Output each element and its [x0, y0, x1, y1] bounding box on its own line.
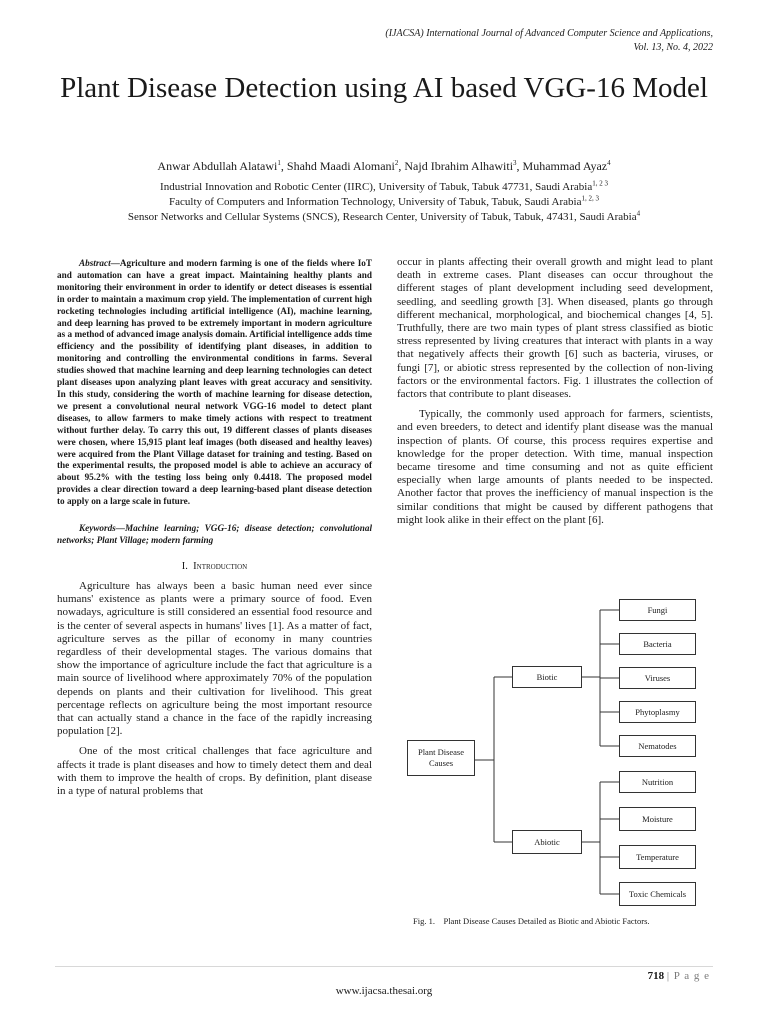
body-paragraph: Agriculture has always been a basic human need ever since humans' existence as plants were a primary source of food. Even nowadays, agriculture is still considered an essential food resource and is the center of several aspects in humans' lives [1]. As a matter of fact, agriculture serves as the pillar of economy in many countries regardless of their developmental stages. The various domains that show the importance of agriculture include the fact that agriculture is a main source of livelihood where approximately 70% of the population depends on plants and their cultivation for livelihood. This great percentage reflects on agriculture being the most important resource that can actually stand a chance in the face of the rapidly increasing population [2]. — [57, 580, 372, 738]
author: Najd Ibrahim Alhawiti$^3$, — [404, 159, 523, 173]
node-abiotic: Abiotic — [512, 830, 582, 854]
page-number: 718 | P a g e — [647, 970, 710, 982]
node-abiotic-child: Nutrition — [619, 771, 696, 793]
affiliation: Faculty of Computers and Information Technology, University of Tabuk, Tabuk, Saudi Arabia$^{1, 2, 3}$ — [169, 194, 599, 208]
body-paragraph: occur in plants affecting their overall growth and might lead to plant death in extreme cases. Plant diseases can occur throughout the different stages of plant development including seed development, seedling, and seedling growth [3]. When diseased, plants go through different mechanical, morphological, and biochemical changes [4, 5]. Truthfully, there are two main types of plant stress classified as biotic stress represented by living creatures that interact with plants in a way that negatively affects their growth [6] such as bacteria, viruses, or fungi [7], or abiotic stress represented by the collection of non-living factors or the environmental factors. Fig. 1 illustrates the collection of factors that contribute to plant diseases. — [397, 256, 713, 401]
node-abiotic-child: Temperature — [619, 845, 696, 869]
author-list — [40, 158, 728, 174]
author: Shahd Maadi Alomani$^2$, — [286, 159, 405, 173]
paper-title: Plant Disease Detection using AI based VGG-16 Model — [60, 72, 708, 104]
abstract-label: Abstract — [79, 258, 111, 268]
left-column — [57, 258, 372, 798]
abstract-text: —Agriculture and modern farming is one of the fields where IoT and automation can have a great impact. Maintaining healthy plants and monitoring their environment in order to identify or detect diseases is essential in order to maintain a maximum crop yield. The implementation of current high rocketing technologies including artificial intelligence (AI), machine learning, and deep learning has proved to be extremely important in modern agriculture as a method of advanced image analysis domain. Artificial intelligence adds time efficiency and the possibility of identifying plant diseases, in addition to monitoring and controlling the environmental conditions in farms. Several studies showed that machine learning and deep learning technologies can detect plant diseases upon analyzing plant leaves with great accuracy and sensitivity. In this study, considering the worth of machine learning for disease detection, we present a convolutional neural network VGG-16 model to detect plant diseases, to allow farmers to make timely actions with respect to treatment without further delay. To carry this out, 19 different classes of plants diseases were chosen, where 15,915 plant leaf images (both diseased and healthy leaves) were acquired from the Plant Village dataset for training and testing. Based on the experimental results, the proposed model is able to achieve an accuracy of about 95.2% with the testing loss being only 0.4418. The proposed model provides a clear direction toward a deep learning-based plant disease detection to apply on a large scale in future. — [57, 258, 372, 507]
keywords: Keywords—Machine learning; VGG-16; disease detection; convolutional networks; Plant Village; modern farming — [57, 523, 372, 546]
node-biotic-child: Nematodes — [619, 735, 696, 757]
body-paragraph: One of the most critical challenges that face agriculture and affects it trade is plant diseases and how to timely detect them and deal with them to improve the health of crops. By definition, plant disease in a type of natural problems that — [57, 745, 372, 798]
author: Muhammad Ayaz$^4$ — [522, 159, 611, 173]
affiliation: Sensor Networks and Cellular Systems (SNCS), Research Center, University of Tabuk, Tabuk, 47431, Saudi Arabia$^4$ — [127, 209, 641, 223]
journal-website: www.ijacsa.thesai.org — [335, 985, 433, 997]
right-column — [397, 256, 713, 527]
journal-volume: Vol. 13, No. 4, 2022 — [633, 42, 713, 53]
abstract — [57, 258, 372, 508]
body-paragraph: Typically, the commonly used approach for farmers, scientists, and even breeders, to detect and identify plant disease was the manual inspection of plants. Of course, this process requires expertise and knowledge for the proper detection. With time, manual inspection became tiresome and time consuming and not as quite efficient especially when large amounts of plants needed to be inspected. Another factor that proves the inefficiency of manual inspection is the similar conditions that might be caused by different pathogens that might look alike in their effect on the plant [6]. — [397, 408, 713, 526]
journal-header — [293, 27, 713, 55]
journal-name: (IJACSA) International Journal of Advanced Computer Science and Applications, — [385, 28, 713, 39]
section-heading: I. Introduction — [181, 561, 248, 573]
affiliation: Industrial Innovation and Robotic Center (IIRC), University of Tabuk, Tabuk 47731, Saudi Arabia$^{1, 2 3}$ — [160, 179, 608, 193]
figure-diagram — [400, 590, 718, 910]
node-biotic-child: Viruses — [619, 667, 696, 689]
node-abiotic-child: Moisture — [619, 807, 696, 831]
node-biotic-child: Fungi — [619, 599, 696, 621]
node-abiotic-child: Toxic Chemicals — [619, 882, 696, 906]
footer-divider — [55, 966, 713, 967]
node-biotic-child: Bacteria — [619, 633, 696, 655]
node-root: Plant Disease Causes — [407, 740, 475, 776]
figure-caption: Fig. 1. Plant Disease Causes Detailed as Biotic and Abiotic Factors. — [413, 916, 650, 926]
node-biotic: Biotic — [512, 666, 582, 688]
author: Anwar Abdullah Alatawi$^1$, — [157, 159, 287, 173]
node-biotic-child: Phytoplasmy — [619, 701, 696, 723]
